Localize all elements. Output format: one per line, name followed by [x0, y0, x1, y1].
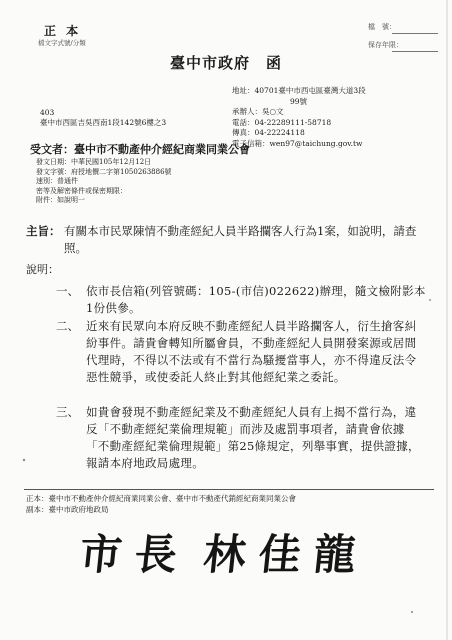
subject-text: 有關本市民眾陳情不動產經紀人員半路攔客人行為1案，如說明，請查照。 — [64, 224, 417, 255]
item-number: 二、 — [56, 319, 79, 333]
contact-block — [232, 86, 366, 149]
item-number: 一、 — [56, 284, 79, 298]
copy-mark: 正 本 — [44, 24, 82, 38]
cc-primary: 正本：臺中市不動產仲介經紀商業同業公會、臺中市不動產代銷經紀商業同業公會 — [26, 494, 296, 503]
recipient-address — [40, 108, 166, 128]
copy-sub-label: 檔文字式號/分類 — [38, 39, 86, 47]
item-text: 如貴會發現不動產經紀業及不動產經紀人員有上揭不當行為，違反「不動產經紀業倫理規範」而涉及處罰事項者，請貴會依據「不動產經紀業倫理規範」第25條規定，列舉事實，提供證據，報請本府地政局處理。 — [86, 405, 420, 470]
archive-number-line — [392, 33, 438, 34]
contact-fax: 傳真：04-22224118 — [232, 128, 305, 137]
cc-block — [26, 493, 296, 515]
mayor-signature — [77, 522, 367, 582]
recipient-zip: 403 — [40, 108, 55, 117]
description-label: 說明： — [26, 263, 59, 276]
contact-email: 電子信箱：wen97@taichung.gov.tw — [232, 138, 363, 148]
cc-secondary: 副本：臺中市政府地政局 — [26, 505, 109, 514]
signature-char: 長 — [132, 530, 188, 579]
contact-officer: 承辦人：吳○文 — [232, 107, 284, 116]
item-text: 依市長信箱(列管號碼：105-(市信)022622)辦理，隨文檢附影本1份供參。 — [86, 284, 426, 315]
recipient: 受文者：臺中市不動產仲介經紀商業同業公會 — [30, 143, 250, 156]
signature-char: 佳 — [256, 530, 312, 579]
meta-block — [36, 158, 172, 206]
meta-date: 發文日期：中華民國105年12月12日 — [36, 158, 152, 166]
recipient-street: 臺中市西區吉吳西南1段142號6樓之3 — [40, 118, 167, 127]
meta-attachment: 附件：如說明一 — [36, 196, 85, 205]
contact-address-2: 99號 — [290, 96, 308, 106]
document-title: 臺中市政府 函 — [169, 54, 282, 72]
signature-char: 龍 — [311, 530, 367, 579]
subject-label: 主旨： — [26, 224, 61, 238]
meta-speed: 速別：普通件 — [36, 177, 78, 186]
signature-char: 市 — [77, 530, 133, 579]
item-number: 三、 — [56, 405, 79, 419]
meta-doc-number: 發文字號：府授地價二字第1050263886號 — [36, 167, 172, 176]
meta-secrecy: 密等及解密條件或保密期限： — [36, 186, 127, 195]
signature-char: 林 — [201, 530, 257, 579]
item-text: 近來有民眾向本府反映不動產經紀人員半路攔客人，衍生搶客糾紛事件。請貴會轉知所屬會員，不動產經紀人員開發案源或居間代理時，不得以不法或有不當行為騷擾當事人，亦不得違反法令惡性競爭，或使委託人終止對其他經紀業之委託。 — [86, 319, 417, 384]
cc-rule — [24, 489, 434, 490]
retention-label: 保存年限： — [368, 41, 403, 49]
archive-number-label: 檔 號： — [368, 23, 396, 31]
contact-address: 地址：40701臺中市西屯區臺灣大道3段 — [232, 86, 366, 95]
contact-phone: 電話：04-22289111-58718 — [232, 117, 332, 127]
